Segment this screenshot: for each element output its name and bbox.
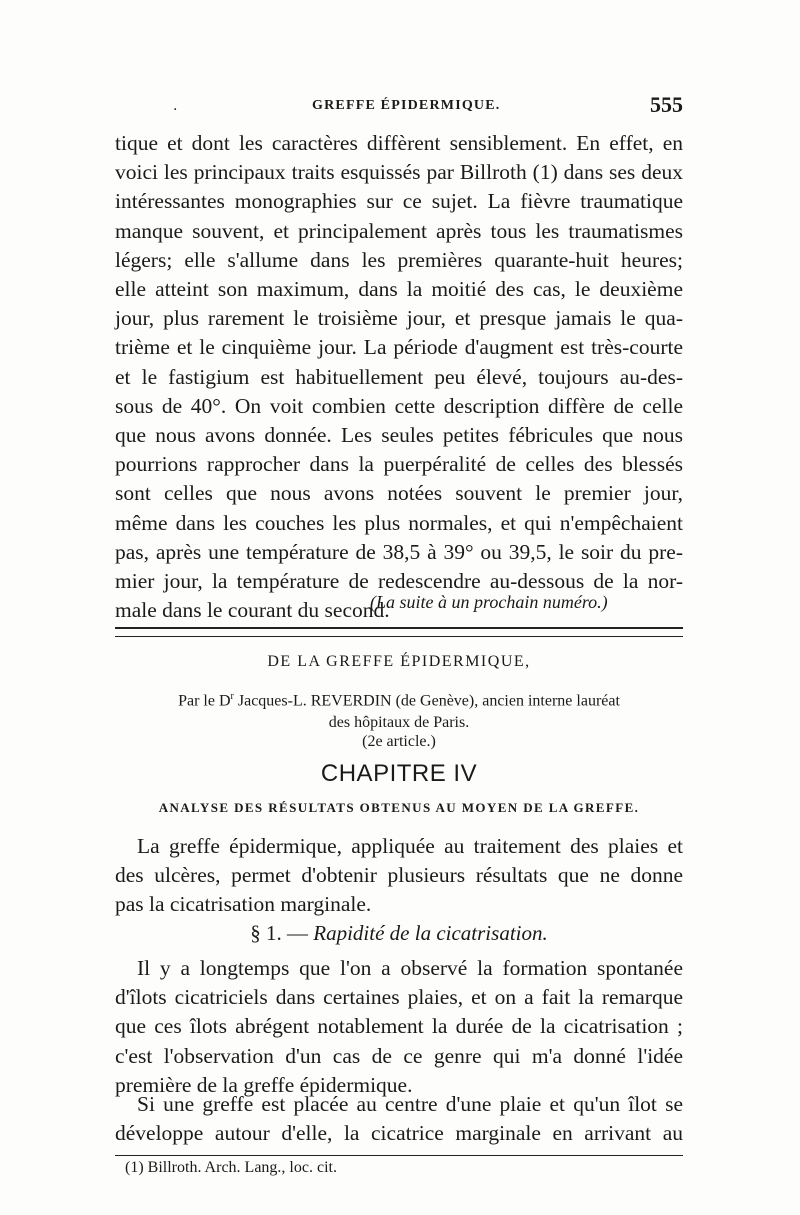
text-line: même dans les couches les plus normales, et qui n'empêchaient [115, 510, 683, 535]
text-line: tique et dont les caractères diffèrent sensiblement. En effet, en [115, 131, 683, 155]
text-line: mier jour, la température de redescendre au-dessous de la nor- [115, 569, 683, 594]
footnote-rule [115, 1155, 683, 1156]
page-number: 555 [650, 92, 683, 117]
byline-line1: Jacques-L. REVERDIN (de Genève), ancien interne lauréat [233, 692, 620, 710]
text-line: Si une greffe est placée au centre d'une plaie et qu'un îlot se [137, 1092, 683, 1116]
text-line: et le fastigium est habituellement peu élevé, toujours au-des- [115, 364, 683, 389]
article-title: DE LA GREFFE ÉPIDERMIQUE, [267, 653, 531, 670]
text-line: des ulcères, permet d'obtenir plusieurs résultats que ne donne [115, 863, 683, 888]
text-line: développe autour d'elle, la cicatrice marginale en arrivant au [115, 1121, 683, 1146]
text-line: légers; elle s'allume dans les premières quarante-huit heures; [115, 247, 683, 272]
chapter-heading: CHAPITRE IV [320, 760, 478, 787]
header-dot: . [173, 98, 178, 114]
text-line: première de la greffe épidermique. [115, 1072, 413, 1097]
section-number: § 1. — [250, 921, 314, 945]
paragraph-graft-center [115, 1090, 683, 1148]
text-line: pas la cicatrisation marginale. [115, 892, 372, 917]
paragraph-intro [115, 832, 683, 920]
text-line: pourrions rapprocher dans la puerpéralité de celles des blessés [115, 452, 683, 477]
article-number: (2e article.) [362, 733, 436, 750]
continuation-note: (La suite à un prochain numéro.) [370, 592, 608, 612]
text-line: que nous avons donnée. Les seules petites fébricules que nous [115, 423, 683, 448]
section-heading [115, 921, 683, 946]
running-header [115, 92, 683, 122]
text-line: pas, après une température de 38,5 à 39° ou 39,5, le soir du pre- [115, 539, 683, 564]
byline-sup: r [230, 691, 234, 702]
byline-prefix: Par le D [178, 692, 231, 710]
running-title: GREFFE ÉPIDERMIQUE. [312, 98, 501, 113]
byline-line2: des hôpitaux de Paris. [328, 714, 470, 732]
text-line: Il y a longtemps que l'on a observé la formation spontanée [137, 956, 683, 980]
paragraph-islets [115, 954, 683, 1100]
text-line: sont celles que nous avons notées souvent le premier jour, [115, 481, 683, 506]
text-line: La greffe épidermique, appliquée au traitement des plaies et [137, 834, 683, 858]
text-line: c'est l'observation d'un cas de ce genre qui m'a donné l'idée [115, 1043, 683, 1068]
footnote: (1) Billroth. Arch. Lang., loc. cit. [125, 1159, 337, 1176]
section-divider [115, 627, 683, 637]
paragraph-fever-description [115, 129, 683, 625]
text-line: elle atteint son maximum, dans la moitié des cas, le deuxième [115, 277, 683, 302]
text-line: sous de 40°. On voit combien cette description diffère de celle [115, 393, 683, 418]
text-line: trième et le cinquième jour. La période d'augment est très-courte [115, 335, 683, 360]
text-line: manque souvent, et principalement après tous les traumatismes [115, 218, 683, 243]
text-line: que ces îlots abrégent notablement la durée de la cicatrisation ; [115, 1014, 683, 1039]
text-line: jour, plus rarement le troisième jour, et presque jamais le qua- [115, 306, 683, 331]
section-title: Rapidité de la cicatrisation. [313, 921, 548, 945]
text-line: voici les principaux traits esquissés par Billroth (1) dans ses deux [115, 160, 683, 185]
text-line: male dans le courant du second. [115, 598, 390, 623]
text-line: intéressantes monographies sur ce sujet. La fièvre traumatique [115, 189, 683, 214]
chapter-subtitle: ANALYSE DES RÉSULTATS OBTENUS AU MOYEN DE LA GREFFE. [158, 800, 640, 815]
text-line: d'îlots cicatriciels dans certaines plaies, et on a fait la remarque [115, 985, 683, 1010]
author-byline [115, 686, 683, 734]
